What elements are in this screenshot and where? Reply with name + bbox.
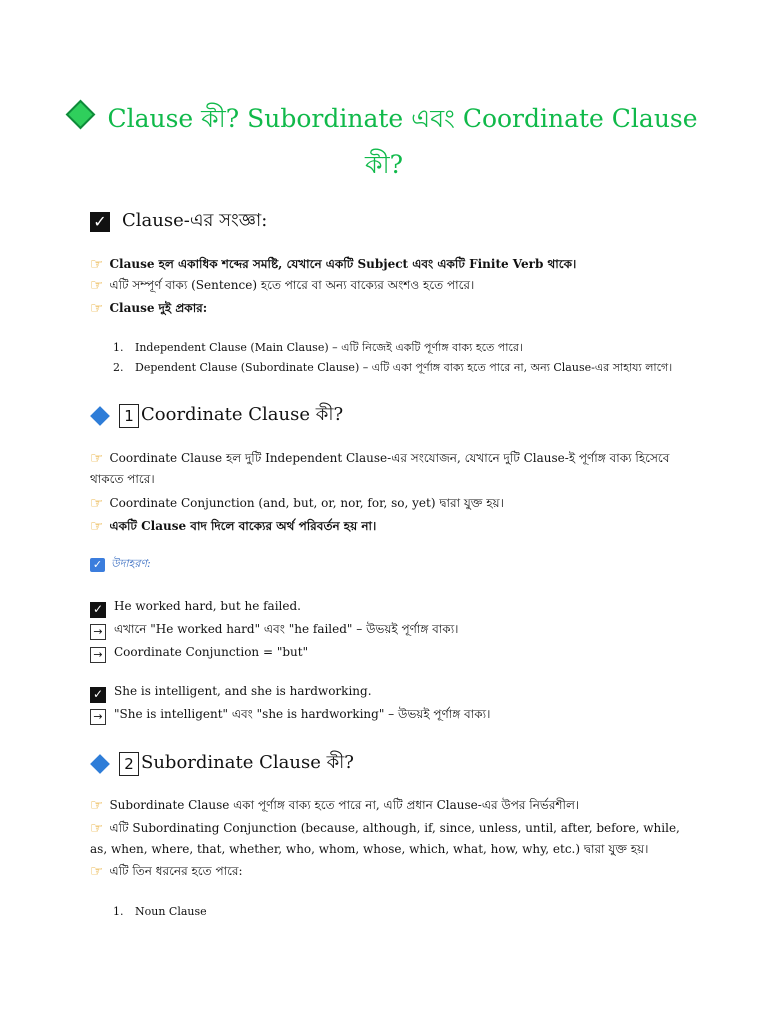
coordinate-point-2: ☞ Coordinate Conjunction (and, but, or, nor, for, so, yet) দ্বারা যুক্ত হয়। <box>90 494 504 512</box>
right-arrow-box-icon: → <box>90 647 106 663</box>
clause-type-1: 1. Independent Clause (Main Clause) – এটি নিজেই একটি পূর্ণাঙ্গ বাক্য হতে পারে। <box>113 341 523 354</box>
definition-heading-text: Clause-এর সংজ্ঞা: <box>122 210 268 231</box>
green-diamond-icon <box>66 100 96 130</box>
subordinate-point-1: ☞ Subordinate Clause একা পূর্ণাঙ্গ বাক্য হতে পারে না, এটি প্রধান Clause-এর উপর নির্ভরশীল। <box>90 796 580 814</box>
pointing-hand-icon: ☞ <box>90 449 104 467</box>
definition-point-2: ☞ এটি সম্পূর্ণ বাক্য (Sentence) হতে পারে বা অন্য বাক্যের অংশও হতে পারে। <box>90 276 475 294</box>
example-2-note-1: → "She is intelligent" এবং "she is hardworking" – উভয়ই পূর্ণাঙ্গ বাক্য। <box>90 704 690 725</box>
pointing-hand-icon: ☞ <box>90 862 104 880</box>
page-title <box>60 96 708 188</box>
check-box-icon: ✓ <box>90 687 106 703</box>
pointing-hand-icon: ☞ <box>90 796 104 814</box>
coordinate-heading <box>90 400 343 431</box>
subordinate-heading-text: Subordinate Clause কী? <box>141 752 354 773</box>
subordinate-point-3: ☞ এটি তিন ধরনের হতে পারে: <box>90 862 243 880</box>
check-box-icon: ✓ <box>90 212 110 232</box>
number-box-2: 2 <box>119 752 139 776</box>
subordinate-type-1: 1. Noun Clause <box>113 905 207 918</box>
check-box-icon: ✓ <box>90 602 106 618</box>
right-arrow-box-icon: → <box>90 624 106 640</box>
definition-heading <box>90 206 267 237</box>
subordinate-point-2: ☞ এটি Subordinating Conjunction (because, although, if, since, unless, until, after, before, while, as, when, where, that, whether, who, whom, whose, which, what, how, why, etc.) দ্বারা যুক্ত হয়। <box>90 819 680 856</box>
example-1-note-1: → এখানে "He worked hard" এবং "he failed" – উভয়ই পূর্ণাঙ্গ বাক্য। <box>90 619 690 640</box>
clause-type-2: 2. Dependent Clause (Subordinate Clause) – এটি একা পূর্ণাঙ্গ বাক্য হতে পারে না, অন্য Clause-এর সাহায্য লাগে। <box>113 361 673 374</box>
coordinate-point-1: ☞ Coordinate Clause হল দুটি Independent Clause-এর সংযোজন, যেখানে দুটি Clause-ই পূর্ণাঙ্গ বাক্য হিসেবে থাকতে পারে। <box>90 449 670 486</box>
example-2-sentence: ✓ She is intelligent, and she is hardworking. <box>90 681 690 703</box>
coordinate-heading-text: Coordinate Clause কী? <box>141 404 344 425</box>
page-title-text: Clause কী? Subordinate এবং Coordinate Clause কী? <box>107 104 698 179</box>
pointing-hand-icon: ☞ <box>90 517 104 535</box>
definition-point-3: ☞ Clause দুই প্রকার: <box>90 299 208 317</box>
subordinate-heading <box>90 748 354 779</box>
coordinate-point-3: ☞ একটি Clause বাদ দিলে বাক্যের অর্থ পরিবর্তন হয় না। <box>90 517 377 535</box>
blue-diamond-icon <box>90 754 110 774</box>
example-label: ✓ উদাহরণ: <box>90 555 151 574</box>
example-1-sentence: ✓ He worked hard, but he failed. <box>90 596 690 618</box>
pointing-hand-icon: ☞ <box>90 299 104 317</box>
blue-check-icon: ✓ <box>90 558 105 572</box>
definition-point-1: ☞ Clause হল একাধিক শব্দের সমষ্টি, যেখানে একটি Subject এবং একটি Finite Verb থাকে। <box>90 255 577 273</box>
blue-diamond-icon <box>90 406 110 426</box>
pointing-hand-icon: ☞ <box>90 494 104 512</box>
right-arrow-box-icon: → <box>90 709 106 725</box>
pointing-hand-icon: ☞ <box>90 819 104 837</box>
pointing-hand-icon: ☞ <box>90 255 104 273</box>
example-1-note-2: → Coordinate Conjunction = "but" <box>90 642 690 663</box>
pointing-hand-icon: ☞ <box>90 276 104 294</box>
number-box-1: 1 <box>119 404 139 428</box>
